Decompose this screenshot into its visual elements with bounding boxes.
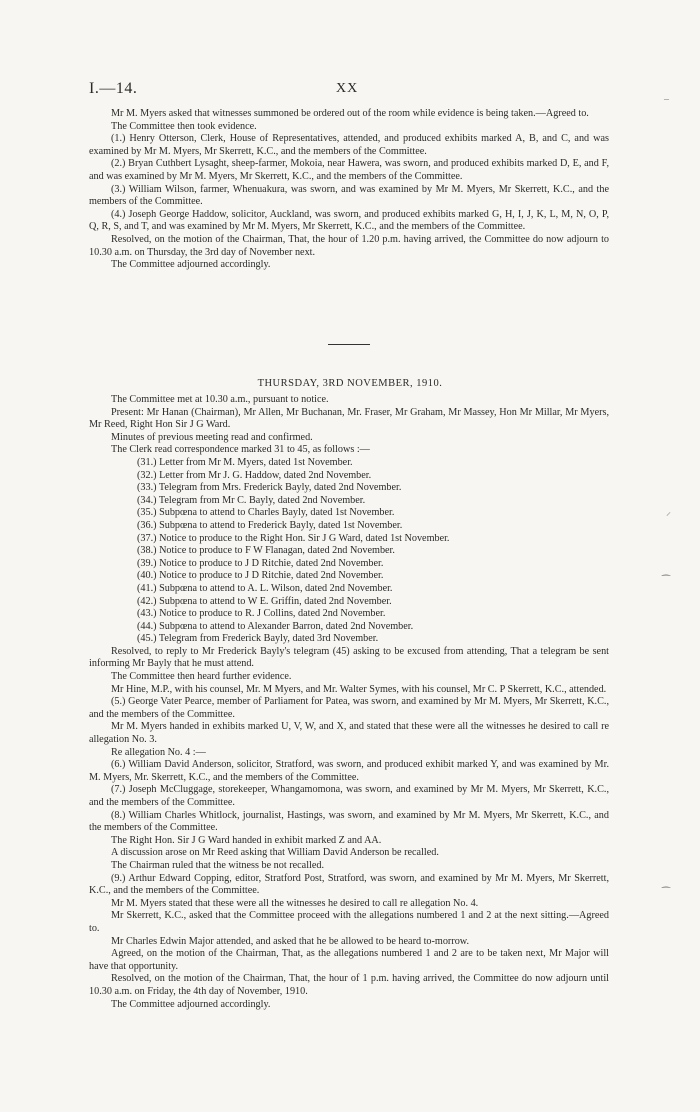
list-item: (34.) Telegram from Mr C. Bayly, dated 2nd November.	[137, 494, 366, 506]
paragraph: The Chairman ruled that the witness be not recalled.	[111, 859, 325, 871]
paragraph: (9.) Arthur Edward Copping, editor, Stratford Post, Stratford, was sworn, and examined by Mr M. Myers, Mr Skerrett, K.C., and the members of the Committee.	[89, 872, 609, 897]
paragraph: Mr Skerrett, K.C., asked that the Committee proceed with the allegations numbered 1 and 2 at the next sitting.—Agreed to.	[89, 910, 609, 934]
paragraph: Mr M. Myers handed in exhibits marked U, V, W, and X, and stated that these were all the witnesses he desired to call re allegation No. 3.	[89, 721, 609, 746]
margin-mark: ⸝	[666, 507, 671, 518]
paragraph: A discussion arose on Mr Reed asking that William David Anderson be recalled.	[111, 847, 439, 859]
paragraph: Present: Mr Hanan (Chairman), Mr Allen, Mr Buchanan, Mr. Fraser, Mr Graham, Mr Massey, Hon Mr Millar, Mr Myers, Mr Reed, Right Hon Sir J G Ward.	[89, 406, 609, 431]
paragraph: Mr Hine, M.P., with his counsel, Mr. M Myers, and Mr. Walter Symes, with his counsel, Mr C. P Skerrett, K.C., attended.	[111, 683, 607, 695]
page-number: XX	[336, 81, 359, 96]
paragraph: Mr M. Myers asked that witnesses summoned be ordered out of the room while evidence is being taken.—Agreed to.	[111, 108, 589, 119]
paragraph: The Committee met at 10.30 a.m., pursuant to notice.	[111, 394, 329, 405]
list-item: (33.) Telegram from Mrs. Frederick Bayly, dated 2nd November.	[137, 482, 402, 494]
section-minutes-previous	[89, 108, 609, 272]
list-item: (41.) Subpœna to attend to A. L. Wilson, dated 2nd November.	[137, 582, 393, 594]
section-divider	[328, 344, 370, 345]
paragraph: The Clerk read correspondence marked 31 to 45, as follows :—	[111, 444, 370, 456]
margin-mark: ⁀	[662, 576, 671, 587]
paragraph: The Committee adjourned accordingly.	[111, 998, 271, 1010]
paragraph: (5.) George Vater Pearce, member of Parliament for Patea, was sworn, and examined by Mr M. Myers, Mr Skerrett, K.C., and the members of the Committee.	[89, 696, 609, 720]
paragraph: Resolved, on the motion of the Chairman, That, the hour of 1 p.m. having arrived, the Committee do now adjourn until 10.30 a.m. on Friday, the 4th day of November, 1910.	[89, 973, 609, 997]
paragraph: Agreed, on the motion of the Chairman, That, as the allegations numbered 1 and 2 are to be taken next, Mr Major will have that opportunity.	[89, 948, 609, 972]
list-item: (37.) Notice to produce to the Right Hon. Sir J G Ward, dated 1st November.	[137, 532, 450, 544]
paragraph: (2.) Bryan Cuthbert Lysaght, sheep-farmer, Mokoia, near Hawera, was sworn, and produced exhibits marked D, E, and F, and was examined by Mr M. Myers, Mr Skerrett, K.C., and the members of the Committee.	[89, 158, 609, 182]
paragraph: (8.) William Charles Whitlock, journalist, Hastings, was sworn, and examined by Mr M. Myers, Mr Skerrett, K.C., and the members of the Committee.	[89, 809, 609, 834]
paragraph: (3.) William Wilson, farmer, Whenuakura, was sworn, and was examined by Mr M. Myers, Mr Skerrett, K.C., and the members of the Committee.	[89, 183, 609, 208]
paragraph: (7.) Joseph McCluggage, storekeeper, Whangamomona, was sworn, and examined by Mr M. Myers, Mr Skerrett, K.C., and the members of the Committee.	[89, 784, 609, 808]
list-item: (40.) Notice to produce to J D Ritchie, dated 2nd November.	[137, 570, 384, 582]
paragraph: Minutes of previous meeting read and confirmed.	[111, 431, 313, 443]
list-item: (32.) Letter from Mr J. G. Haddow, dated 2nd November.	[137, 469, 372, 481]
list-item: (31.) Letter from Mr M. Myers, dated 1st November.	[137, 456, 353, 468]
paragraph: Resolved, to reply to Mr Frederick Bayly's telegram (45) asking to be excused from attending, That a telegram be sent informing Mr Bayly that he must attend.	[89, 645, 609, 670]
list-item: (38.) Notice to produce to F W Flanagan, dated 2nd November.	[137, 545, 395, 557]
paragraph: Mr Charles Edwin Major attended, and asked that he be allowed to be heard to-morrow.	[111, 935, 470, 947]
margin-mark: –	[664, 94, 669, 105]
list-item: (36.) Subpœna to attend to Frederick Bayly, dated 1st November.	[137, 519, 403, 531]
paragraph: Resolved, on the motion of the Chairman, That, the hour of 1.20 p.m. having arrived, the Committee do now adjourn to 10.30 a.m. on Thursday, the 3rd day of November next.	[89, 233, 609, 258]
paragraph: Mr M. Myers stated that these were all the witnesses he desired to call re allegation No. 4.	[111, 897, 479, 909]
list-item: (39.) Notice to produce to J D Ritchie, dated 2nd November.	[137, 557, 384, 569]
paragraph: (6.) William David Anderson, solicitor, Stratford, was sworn, and produced exhibit marked Y, and was examined by Mr. M. Myers, Mr. Skerrett, K.C., and the members of the Committee.	[89, 759, 609, 783]
page-reference: I.—14.	[89, 80, 138, 97]
list-item: (45.) Telegram from Frederick Bayly, dated 3rd November.	[137, 633, 379, 645]
section-minutes-november-3	[89, 394, 609, 1011]
paragraph: The Committee then took evidence.	[111, 120, 257, 132]
correspondence-list	[89, 457, 609, 646]
paragraph: The Committee then heard further evidence.	[111, 671, 292, 683]
margin-mark: ⁀	[662, 888, 671, 899]
list-item: (43.) Notice to produce to R. J Collins, dated 2nd November.	[137, 608, 386, 620]
paragraph: (1.) Henry Otterson, Clerk, House of Representatives, attended, and produced exhibits marked A, B, and C, and was examined by Mr M. Myers, Mr Skerrett, K.C., and the members of the Committee.	[89, 133, 609, 157]
paragraph: The Right Hon. Sir J G Ward handed in exhibit marked Z and AA.	[111, 834, 382, 846]
list-item: (44.) Subpœna to attend to Alexander Barron, dated 2nd November.	[137, 620, 414, 632]
list-item: (35.) Subpœna to attend to Charles Bayly, dated 1st November.	[137, 507, 395, 519]
paragraph: (4.) Joseph George Haddow, solicitor, Auckland, was sworn, and produced exhibits marked G, H, I, J, K, L, M, N, O, P, Q, R, S, and T, and was examined by Mr M. Myers, Mr Skerrett, K.C., and the members of the Committee.	[89, 208, 609, 233]
date-heading: THURSDAY, 3RD NOVEMBER, 1910.	[257, 378, 443, 389]
paragraph: Re allegation No. 4 :—	[111, 746, 206, 758]
list-item: (42.) Subpœna to attend to W E. Griffin, dated 2nd November.	[137, 595, 392, 607]
paragraph: The Committee adjourned accordingly.	[111, 259, 271, 271]
